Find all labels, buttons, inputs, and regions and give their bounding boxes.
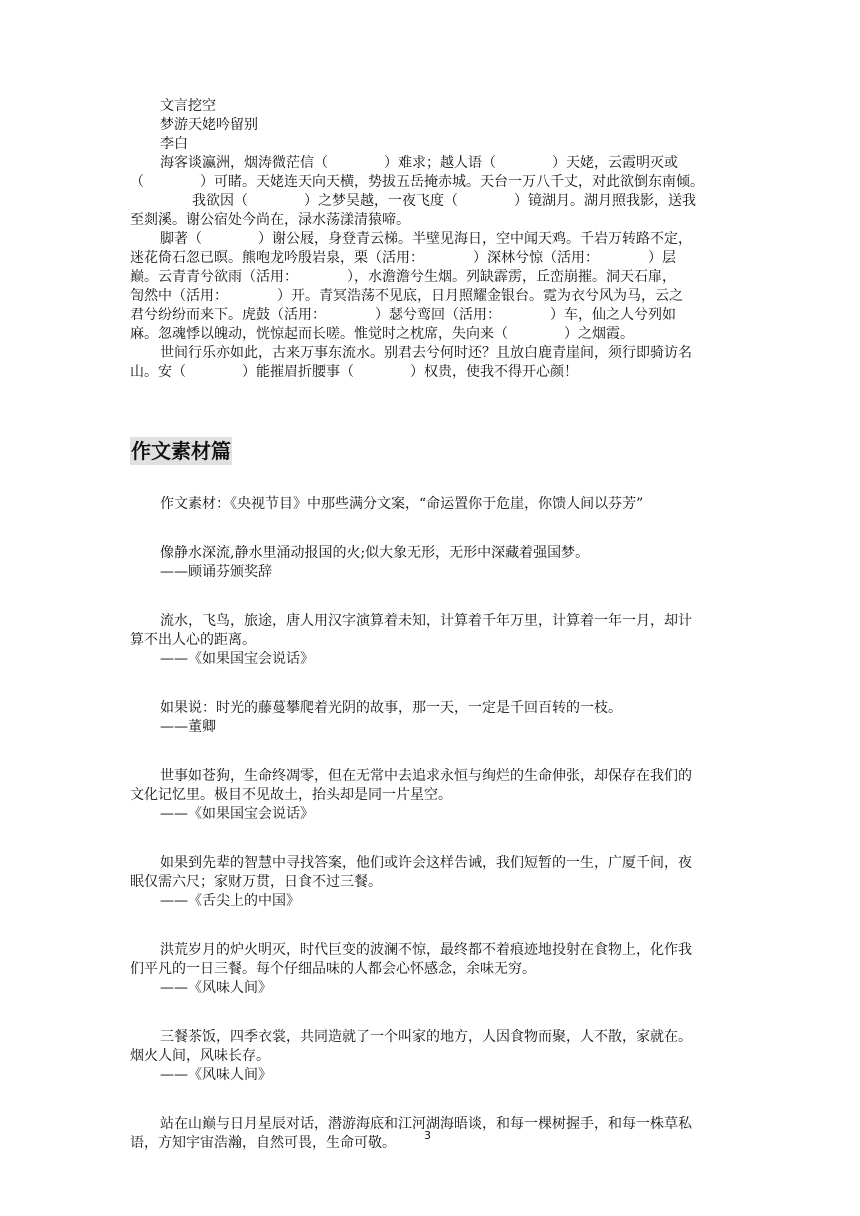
quote-line: 洪荒岁月的炉火明灭，时代巨变的波澜不惊，最终都不着痕迹地投射在食物上，化作我	[160, 942, 692, 958]
poem-line: 訇然中（活用： ）开。青冥浩荡不见底，日月照耀金银台。霓为衣兮风为马，云之	[130, 288, 683, 304]
poem-title: 梦游天姥吟留别	[160, 117, 258, 133]
quote-source: ——《风味人间》	[160, 980, 272, 996]
quote-block	[130, 941, 730, 998]
poem-line: 脚著（ ）谢公屐，身登青云梯。半壁见海日，空中闻天鸡。千岩万转路不定，	[160, 231, 692, 247]
poem-line: 海客谈瀛洲，烟涛微茫信（ ）难求；越人语（ ）天姥，云霞明灭或	[160, 155, 678, 171]
poem-line: 君兮纷纷而来下。虎鼓（活用： ）瑟兮鸾回（活用： ）车，仙之人兮列如	[130, 307, 676, 323]
poem-line: 巅。云青青兮欲雨（活用： ），水澹澹兮生烟。列缺霹雳，丘峦崩摧。洞天石扉，	[130, 269, 676, 285]
quote-source: ——《如果国宝会说话》	[160, 806, 314, 822]
quote-block	[130, 854, 730, 911]
poem-line: 迷花倚石忽已暝。熊咆龙吟殷岩泉，栗（活用： ）深林兮惊（活用： ）层	[130, 250, 676, 266]
quote-line: 站在山巅与日月星辰对话，潜游海底和江河湖海晤谈，和每一棵树握手，和每一株草私	[160, 1116, 692, 1132]
quote-line: 如果说：时光的藤蔓攀爬着光阴的故事，那一天，一定是千回百转的一枝。	[160, 700, 622, 716]
quote-line: 们平凡的一日三餐。每个仔细品味的人都会心怀感念，余味无穷。	[130, 961, 536, 977]
quote-line: 烟火人间，风味长存。	[130, 1048, 270, 1064]
poem-line: 世间行乐亦如此，古来万事东流水。别君去兮何时还？且放白鹿青崖间，须行即骑访名	[160, 345, 692, 361]
quote-source: ——《如果国宝会说话》	[160, 651, 314, 667]
quote-block	[130, 699, 730, 737]
essay-intro: 作文素材：《央视节目》中那些满分文案，“命运置你于危崖，你馈人间以芬芳”	[160, 496, 644, 512]
poem-line: 山。安（ ）能摧眉折腰事（ ）权贵，使我不得开心颜！	[130, 364, 578, 380]
quote-line: 流水，飞鸟，旅途，唐人用汉字演算着未知，计算着千年万里，计算着一年一月，却计	[160, 613, 692, 629]
quote-line: 算不出人心的距离。	[130, 632, 256, 648]
quote-line: 眠仅需六尺；家财万贯，日食不过三餐。	[130, 874, 382, 890]
section-title: 文言挖空	[160, 98, 216, 114]
quote-source: ——《舌尖上的中国》	[160, 893, 300, 909]
quote-block	[130, 1028, 730, 1085]
quote-line: 语，方知宇宙浩瀚，自然可畏，生命可敬。	[130, 1135, 396, 1151]
page-number: 3	[424, 1129, 431, 1142]
quote-source: ——顾诵芬颁奖辞	[160, 564, 272, 580]
quote-source: ——董卿	[160, 719, 216, 735]
quote-line: 三餐茶饭，四季衣裳，共同造就了一个叫家的地方，人因食物而聚，人不散，家就在。	[160, 1029, 692, 1045]
poem-line: 我欲因（ ）之梦吴越，一夜飞度（ ）镜湖月。湖月照我影，送我	[192, 193, 696, 209]
quote-block	[130, 767, 730, 824]
page-content	[130, 97, 730, 1153]
quote-block	[130, 612, 730, 669]
poem-line: （ ）可睹。天姥连天向天横，势拔五岳掩赤城。天台一万八千丈，对此欲倒东南倾。	[130, 174, 704, 190]
quote-line: 世事如苍狗，生命终凋零，但在无常中去追求永恒与绚烂的生命伸张，却保存在我们的	[160, 768, 692, 784]
quote-block	[130, 544, 730, 582]
quote-source: ——《风味人间》	[160, 1067, 272, 1083]
quote-line: 文化记忆里。极目不见故土，抬头却是同一片星空。	[130, 787, 452, 803]
quote-line: 如果到先辈的智慧中寻找答案，他们或许会这样告诫，我们短暂的一生，广厦千间，夜	[160, 855, 692, 871]
poem-line: 至剡溪。谢公宿处今尚在，渌水荡漾清猿啼。	[130, 212, 410, 228]
poem-author: 李白	[160, 136, 188, 152]
essay-heading: 作文素材篇	[131, 439, 231, 463]
poem-line: 麻。忽魂悸以魄动，恍惊起而长嗟。惟觉时之枕席，失向来（ ）之烟霞。	[130, 326, 634, 342]
quote-line: 像静水深流,静水里涌动报国的火;似大象无形，无形中深藏着强国梦。	[160, 545, 590, 561]
